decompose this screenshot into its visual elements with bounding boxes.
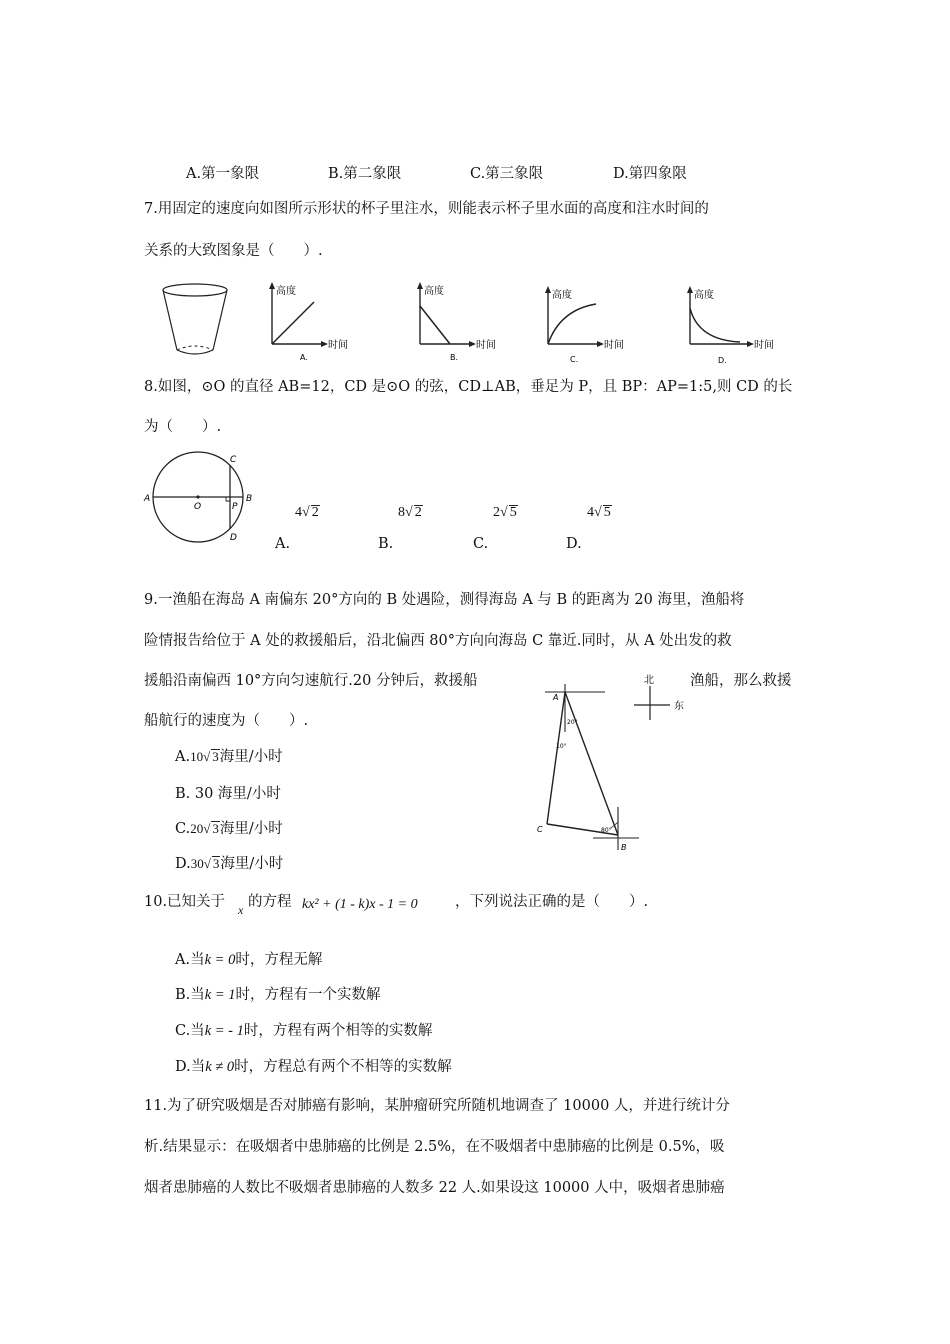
graph-d-xlabel: 时间 xyxy=(754,340,774,351)
graph-c-xlabel: 时间 xyxy=(604,340,624,351)
graph-a xyxy=(262,282,352,362)
q10-stem-pre: 10.已知关于 xyxy=(144,894,226,910)
fig8-label-c: C xyxy=(230,455,237,465)
q11-stem-line3: 烟者患肺癌的人数比不吸烟者患肺癌的人数多 22 人.如果设这 10000 人中，吸烟者患肺癌 xyxy=(144,1180,725,1196)
q10-option-a: A.当k = 0时，方程无解 xyxy=(175,952,323,968)
fig9-angle-80: 80° xyxy=(601,827,612,834)
fig8-label-o: O xyxy=(194,502,202,512)
q11-stem-line2: 析.结果显示：在吸烟者中患肺癌的比例是 2.5%，在不吸烟者中患肺癌的比例是 0.5%，吸 xyxy=(144,1139,725,1155)
q8-option-c-value: 2√ 5 xyxy=(493,505,517,520)
rescue-figure xyxy=(535,682,655,854)
q10-stem-post: ，下列说法正确的是（ ）. xyxy=(455,894,649,910)
fig9-angle-20: 20° xyxy=(567,719,578,726)
graph-b-letter: B. xyxy=(450,353,459,362)
circle-figure xyxy=(142,448,267,548)
q8-option-b-letter: B. xyxy=(378,536,394,552)
q10-option-d: D.当k ≠ 0时，方程总有两个不相等的实数解 xyxy=(175,1059,452,1075)
fig9-label-c: C xyxy=(537,825,543,834)
q10-option-b: B.当k = 1时，方程有一个实数解 xyxy=(175,987,381,1003)
compass-east-label: 东 xyxy=(674,701,684,712)
fig8-label-p: P xyxy=(232,502,238,512)
graph-c-ylabel: 高度 xyxy=(552,290,572,301)
graph-b xyxy=(410,282,510,362)
q6-option-b: B.第二象限 xyxy=(328,166,402,182)
graph-c-letter: C. xyxy=(570,355,579,364)
q10-option-c: C.当k = - 1时，方程有两个相等的实数解 xyxy=(175,1023,433,1039)
q8-option-d-letter: D. xyxy=(566,536,582,552)
graph-a-xlabel: 时间 xyxy=(328,340,348,351)
fig8-label-a: A xyxy=(144,494,151,504)
fig8-label-b: B xyxy=(246,494,253,504)
q9-option-a: A.10√ 3海里/小时 xyxy=(175,749,283,765)
q6-option-d: D.第四象限 xyxy=(613,166,687,182)
q6-option-c: C.第三象限 xyxy=(470,166,544,182)
graph-c xyxy=(538,286,638,366)
q8-option-c-letter: C. xyxy=(473,536,489,552)
fig9-label-b: B xyxy=(621,843,627,852)
q8-stem-line1: 8.如图，⊙O 的直径 AB=12，CD 是⊙O 的弦，CD⊥AB，垂足为 P，且 BP：AP=1:5,则 CD 的长 xyxy=(144,379,793,395)
graph-d-letter: D. xyxy=(718,356,727,365)
q9-stem-line4: 船航行的速度为（ ）. xyxy=(144,713,309,729)
q9-option-d: D.30√ 3海里/小时 xyxy=(175,856,284,872)
q8-option-d-value: 4√ 5 xyxy=(587,505,611,520)
q10-stem-mid: 的方程 xyxy=(248,894,292,910)
q8-stem-line2: 为（ ）. xyxy=(144,419,222,435)
q10-equation: kx² + (1 - k)x - 1 = 0 xyxy=(302,897,418,912)
q8-option-b-value: 8√ 2 xyxy=(398,505,422,520)
q9-stem-line1: 9.一渔船在海岛 A 南偏东 20°方向的 B 处遇险，测得海岛 A 与 B 的距离为 20 海里，渔船将 xyxy=(144,592,745,608)
q9-stem-line2: 险情报告给位于 A 处的救援船后，沿北偏西 80°方向向海岛 C 靠近.同时，从 A 处出发的救 xyxy=(144,633,732,649)
fig8-label-d: D xyxy=(230,533,237,543)
q8-option-a-letter: A. xyxy=(275,536,291,552)
q6-option-a: A.第一象限 xyxy=(186,166,260,182)
q9-stem-line3b: 渔船，那么救援 xyxy=(690,673,792,689)
q7-stem-line2: 关系的大致图象是（ ）. xyxy=(144,243,323,259)
cup-figure xyxy=(160,280,240,360)
fig9-label-a: A xyxy=(553,693,559,702)
graph-b-ylabel: 高度 xyxy=(424,286,444,297)
q10-variable-x: x xyxy=(238,903,244,917)
graph-d-ylabel: 高度 xyxy=(694,290,714,301)
graph-a-ylabel: 高度 xyxy=(276,286,296,297)
q9-option-b: B. 30 海里/小时 xyxy=(175,786,281,802)
q11-stem-line1: 11.为了研究吸烟是否对肺癌有影响，某肿瘤研究所随机地调查了 10000 人，并进行统计分 xyxy=(144,1098,730,1114)
q8-option-a-value: 4√ 2 xyxy=(295,505,319,520)
q7-stem-line1: 7.用固定的速度向如图所示形状的杯子里注水，则能表示杯子里水面的高度和注水时间的 xyxy=(144,201,709,217)
graph-a-letter: A. xyxy=(300,353,308,362)
compass-north-label: 北 xyxy=(644,675,654,686)
q9-option-c: C.20√ 3海里/小时 xyxy=(175,821,283,837)
q9-stem-line3a: 援船沿南偏西 10°方向匀速航行.20 分钟后，救援船 xyxy=(144,673,478,689)
graph-b-xlabel: 时间 xyxy=(476,340,496,351)
fig9-angle-10: 10° xyxy=(556,743,567,750)
graph-d xyxy=(680,286,780,368)
